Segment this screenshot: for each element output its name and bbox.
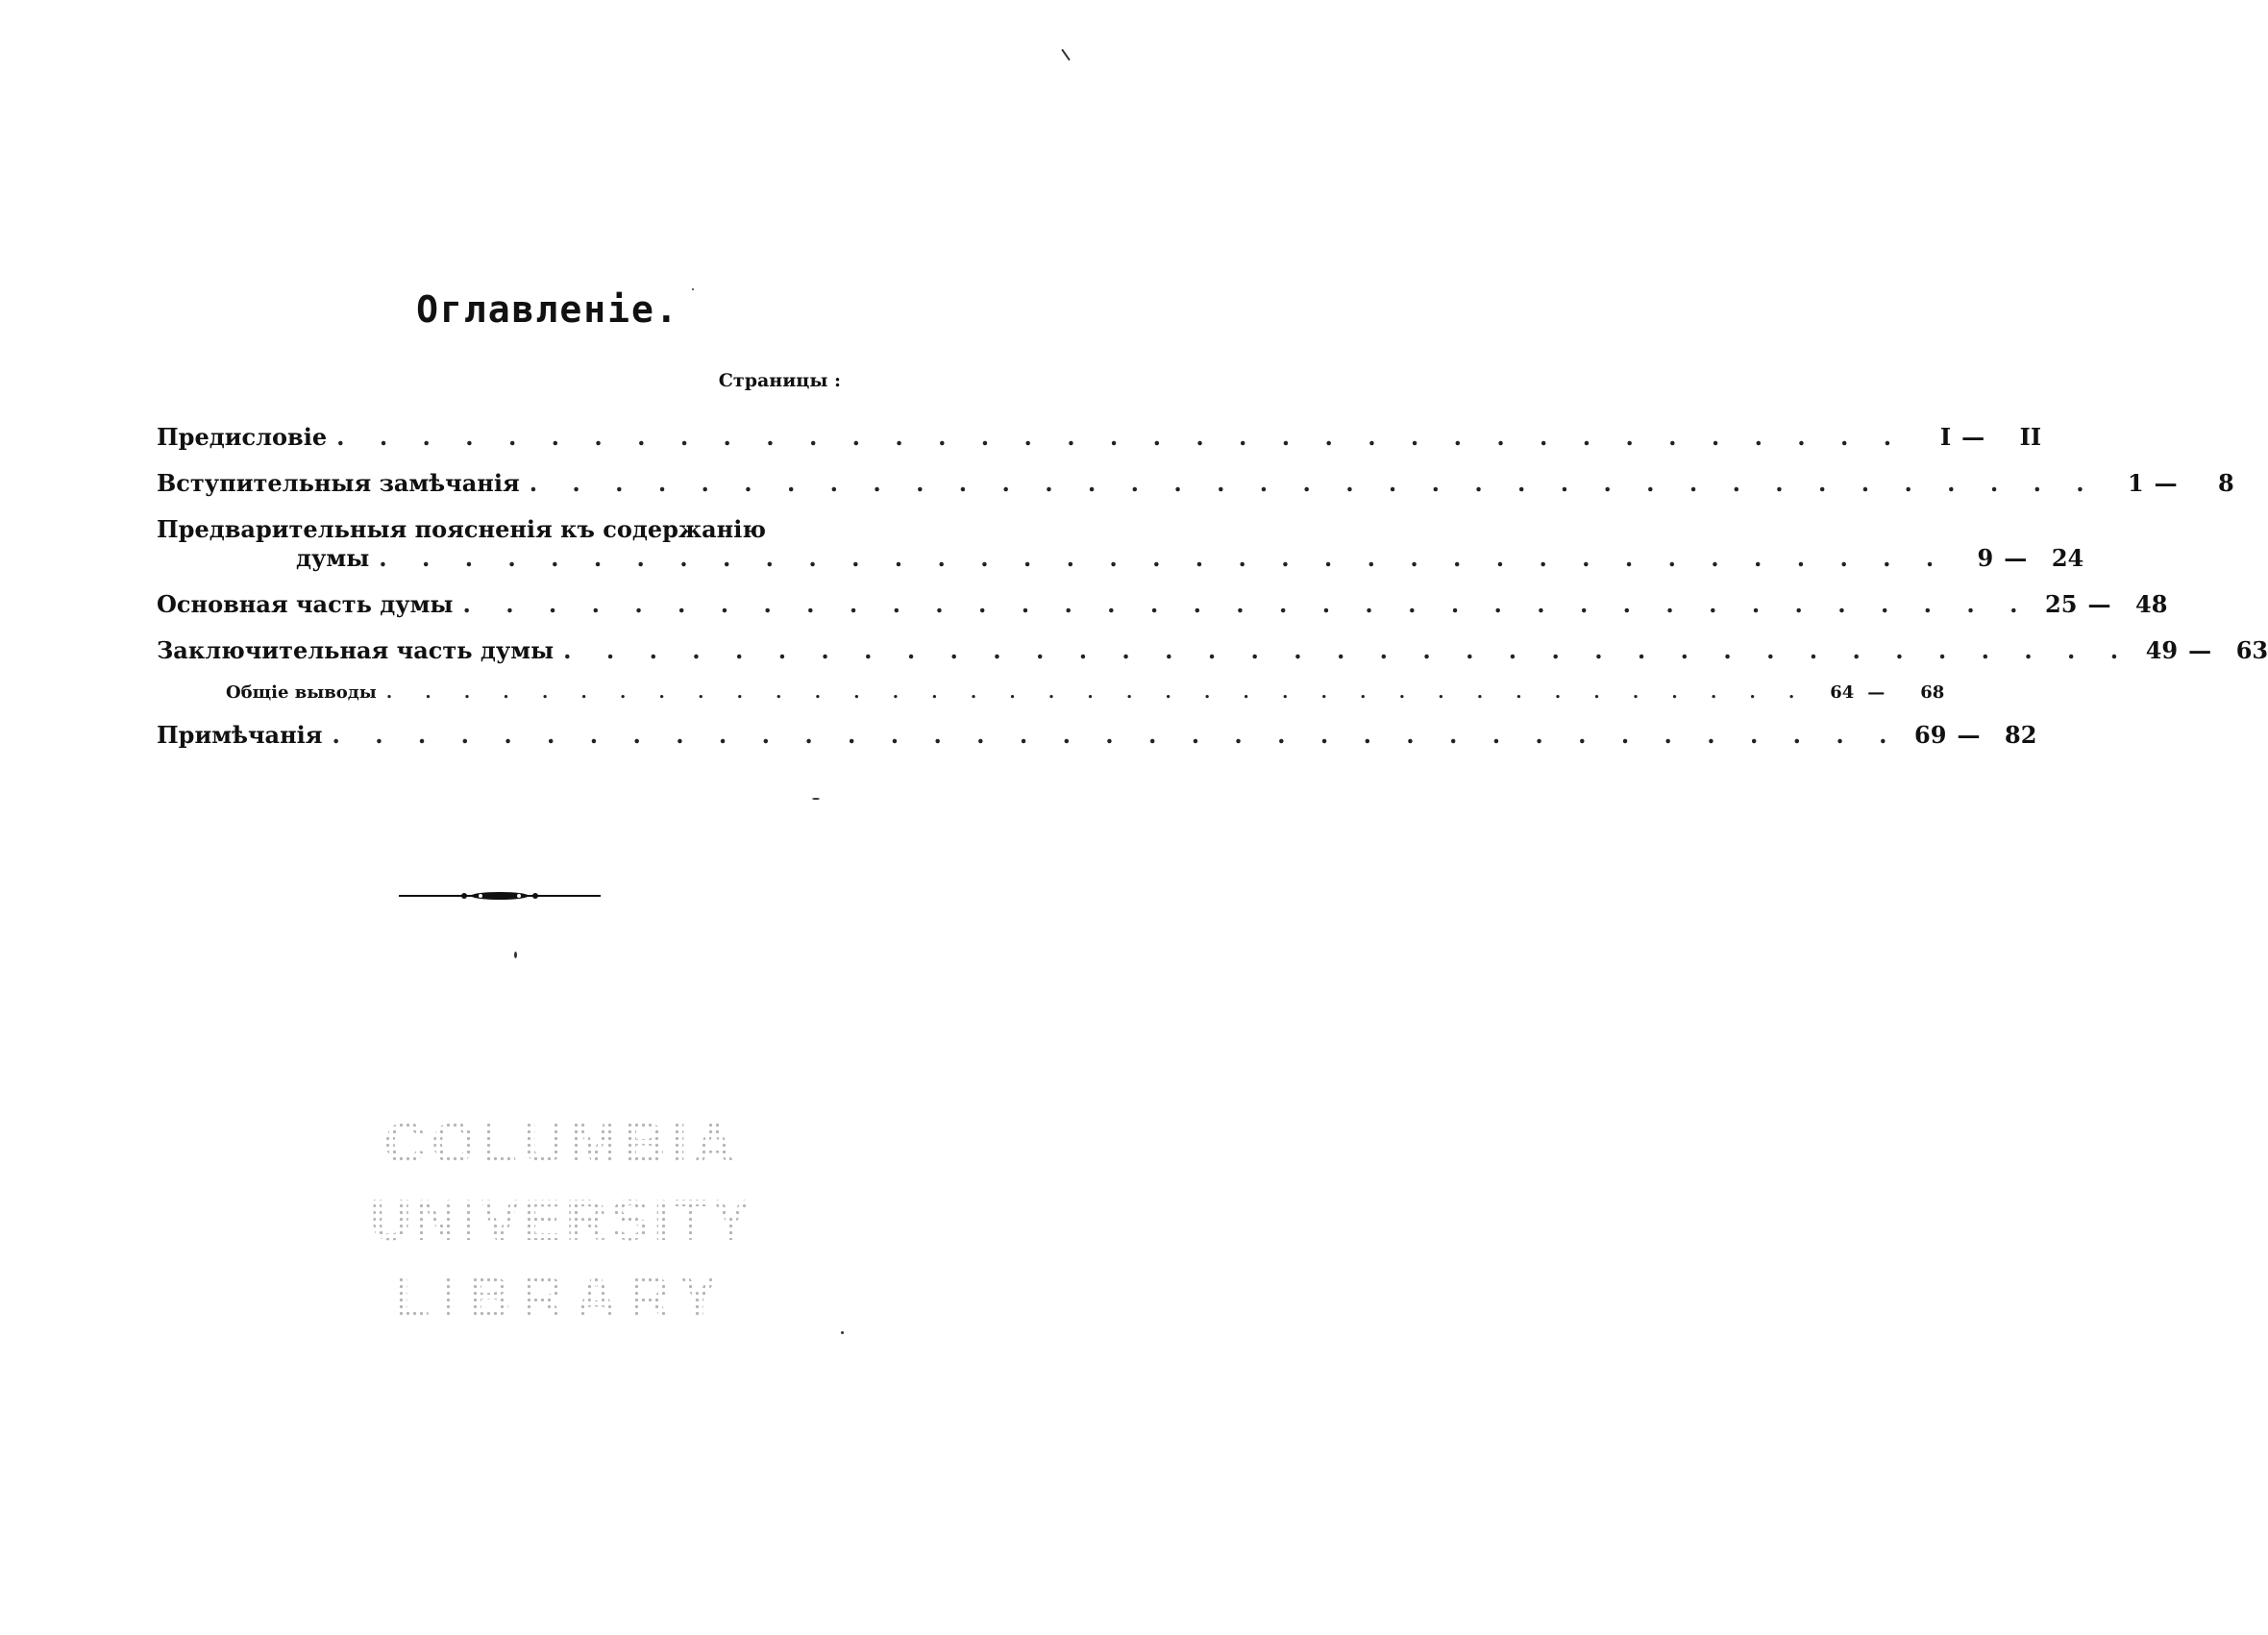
page-title: Оглавленіе. [416, 288, 679, 331]
leader-dots: . . . . . . . . . . . . . . . . . . . . . . . . . . . . . . . . . . . . . [529, 469, 2098, 497]
leader-dots: . . . . . . . . . . . . . . . . . . . . . . . . . . . . . . . . . . . . . [563, 636, 2132, 664]
toc-entry-label: Общіе выводы [226, 679, 386, 707]
page-from: 69 [1914, 721, 1947, 749]
page-range [1808, 679, 1944, 707]
pages-column-header: Страницы : [718, 370, 841, 391]
page-to: 48 [2135, 590, 2168, 618]
stamp-line-1: COLUMBIA [383, 1111, 741, 1176]
page-to: 82 [2005, 721, 2037, 749]
stamp-line-2: UNIVERSITY [369, 1188, 755, 1252]
library-perforation-stamp [369, 1111, 755, 1336]
paper-speck [692, 288, 694, 290]
leader-dots: . . . . . . . . . . . . . . . . . . . . . . . . . . . . . . . . . . . . . [379, 544, 1948, 572]
toc-entry-label-continuation: думы [296, 544, 379, 573]
toc-entry-introductory-remarks [157, 469, 2234, 498]
page-from: I [1939, 423, 1952, 451]
toc-entry-label: Заключительная часть думы [157, 636, 563, 665]
page-from: 49 [2145, 636, 2179, 664]
paper-speck [514, 952, 517, 958]
toc-entry-main-part [157, 590, 2168, 619]
toc-entry-preliminary-explanations [157, 515, 849, 544]
paper-speck [812, 798, 820, 800]
page-to: 68 [1920, 682, 1945, 703]
page-dash: — [1957, 721, 1981, 749]
page-range [2098, 469, 2234, 498]
page-range [1947, 544, 2083, 573]
page-from: 1 [2127, 469, 2144, 497]
toc-entry-label: Основная часть думы [157, 590, 462, 619]
toc-entry-preliminary-explanations-continued [157, 544, 2084, 573]
leader-dots: . . . . . . . . . . . . . . . . . . . . . . . . . . . . . . . . . . . . . [336, 423, 1906, 451]
page-from: 25 [2045, 590, 2078, 618]
toc-entry-label: Предисловіе [157, 423, 336, 452]
toc-entry-label: Примѣчанія [157, 721, 333, 750]
leader-dots: . . . . . . . . . . . . . . . . . . . . . . . . . . . . . . . . . . . . . [462, 590, 2032, 618]
page-dash: — [1961, 423, 1985, 451]
paper-speck [1061, 49, 1071, 62]
page-to: 63 [2235, 636, 2268, 664]
page-from: 64 [1830, 682, 1855, 703]
page-dash: — [2004, 544, 2028, 572]
page-range [1905, 423, 2041, 452]
page-to: 24 [2051, 544, 2084, 572]
page-dash: — [2087, 590, 2111, 618]
page-dash: — [2154, 469, 2178, 497]
page-to: II [2019, 423, 2042, 451]
leader-dots: . . . . . . . . . . . . . . . . . . . . . . . . . . . . . . . . . . . . . [332, 721, 1901, 749]
page-to: 8 [2217, 469, 2234, 497]
toc-entry-concluding-part [157, 636, 2268, 665]
table-of-contents [157, 423, 2268, 750]
paper-speck [841, 1331, 844, 1334]
stamp-line-3: LIBRARY [394, 1265, 730, 1329]
page-dash: — [2188, 636, 2212, 664]
toc-entry-general-conclusions [157, 679, 1945, 707]
page-range [2132, 636, 2268, 665]
ornamental-divider [399, 889, 601, 903]
toc-entry-notes [157, 721, 2037, 750]
page-range [1900, 721, 2036, 750]
page-from: 9 [1977, 544, 1994, 572]
page-range [2031, 590, 2167, 619]
toc-entry-preface [157, 423, 2042, 452]
page-dash: — [1867, 682, 1886, 703]
toc-entry-label: Предварительныя поясненія къ содержанію [157, 515, 776, 544]
toc-entry-label: Вступительныя замѣчанія [157, 469, 530, 498]
leader-dots: . . . . . . . . . . . . . . . . . . . . . . . . . . . . . . . . . . . . . [385, 682, 1809, 703]
